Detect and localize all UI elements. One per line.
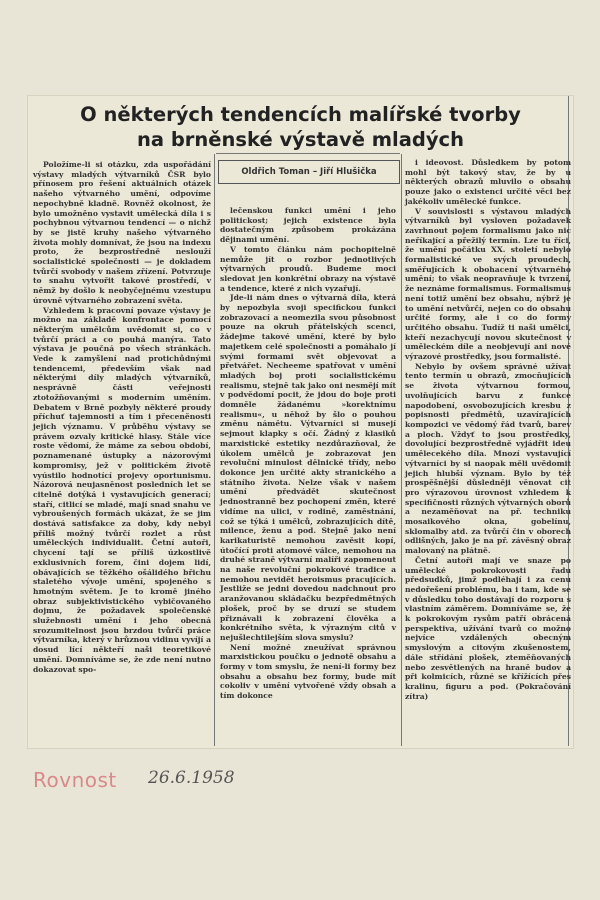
text-column-1: [33, 160, 211, 674]
column-divider-2: [401, 154, 402, 746]
paragraph: Jde-li nám dnes o výtvarná díla, která by nepozbyla svoji specifickou funkci zobrazovací a neomezila svou působnost pouze na okruh přátelských scenci, žádejme takové umění, které by bylo majetkem celé společnosti a pomáhalo jí svými formami svět objevovat a přetvářet. Necheeme spatřovat v umění mladých boj proti socialistickému realismu, stejně tak jako oni nesmějí mít v podvědomí pocit, že jdou do boje proti domněle žádanému »korektnímu realismu«, u něhož by šlo o pouhou změnu námětu. Výtvarníci si musejí sejmout klapky s očí. Žádný z klasiků marxistické estetiky nezdůrazňoval, že úkolem umělců je zobrazovat jen revoluční minulost dělnické třídy, nebo dokonce jen určité akty stranického a státního života. Nelze však v našem umění předvádět skutečnost jednostranně bez pochopení změn, které vidíme na ulici, v rodině, zaměstnání, což se týká i umělců, zobrazujících dítě, milence, ženu a pod. Stejně jako není karikaturistě nemohou zavěsit kopí, útočící proti atomové válce, nemohou na druhé straně výtvarní malíři zapomenout na naše revoluční pokrokové tradice a nemohou nevidět heroismus pracujících. Jestliže se jedni dovedou nadchnout pro aranžovanou skládačku bezpředmětných plošek, proč by se druzí se studem přiznávali k zobrazení člověka a konkrétního světa, k výrazným citů v nejušlechtilejším slova smyslu?: [220, 293, 396, 642]
paragraph: Četní autoři mají ve snaze po umělecké pokrokovosti řadu předsudků, jimž podléhají i za cenu nedořešení problému, ba i tam, kde se v důsledku toho dostávají do rozporu s vlastním záměrem. Domníváme se, že k pokrokovým rysům patří obrácená perspektiva, užívání tvarů co možno nejvíce vzdálených obecným smyslovým a citovým zkušenostem, dále střídání plošek, zteměňovaných nebo zesvětlených na hraně budov a při kolmicích, různé se křížících přes kralinu, figuru a pod. (Pokračování zítra): [405, 555, 571, 701]
article-headline: [28, 102, 573, 152]
paragraph: Nebylo by ovšem správné užívat tento termín u obrazů, zmocňujících se života výtvarnou formou, uvolňujících barvu z funkce napodobení, osvobozujících kresbu z popisnosti předmětů, uzavírajících kompozici ve vědomý řád tvarů, barev a ploch. Vždyť to jsou prostředky, dovolující bezprostředně vyjádřit ideu umělecekého díla. Mnozí vystavující výtvarníci by si naopak měli uvědomit jejich hlubší význam. Bylo by též prospěšnější důsledněji věnovat cit pro výrazovou úrovnost vzhledem k specifičnosti různých výtvarných oborů a nezaměňovat na př. techniku mosaikového okna, gobelínu, sklomalby atd. za tvůrčí čin v oborech odlišných, jako je na př. závěsný obraz malovaný na plátně.: [405, 361, 571, 556]
newspaper-clipping: [28, 96, 573, 748]
paragraph: Není možné zneužívat správnou marxistickou poučku o jednotě obsahu a formy v tom smyslu, že není-li formy bez obsahu a obsahu bez formy, bude mít cokoliv v umění vytvořené vždy obsah a tím dokonce: [220, 642, 396, 701]
paragraph: V souvislosti s výstavou mladých výtvarníků byl vysloven požadavek zavrhnout pojem formalismu jako nic neříkající a přežilý termín. Lze tu říci, že umění počátku XX. století nebylo formalistické ve svých proudech, směřujících k obohacení výtvarného umění; to však neopravňuje k tvrzení, že neznáme formalismus. Formalismus není totiž umění bez obsahu, nýbrž je to umění netvůrčí, nejen co do obsahu určité formy, ale i co do formy určitého obsahu. Tudíž ti naši umělci, kteří nezachycují novou skutečnost v uměleckém díle a neobjevují ani nové výrazové prostředky, jsou formalisté.: [405, 206, 571, 362]
headline-line-2: na brněnské výstavě mladých: [137, 128, 464, 151]
text-column-3: [405, 158, 571, 701]
header-rule: [216, 153, 400, 154]
column-divider-1: [214, 154, 215, 746]
paragraph: Položíme-li si otázku, zda uspořádání výstavy mladých výtvarníků ČSR bylo přínosem pro řešení aktuálních otázek našeho výtvarného umění, odpovíme nepochybně kladně. Rovněž okolnost, že bylo umožněno vystavit umělecká díla i s pochybnou výtvarnou tendencí — o nichž by se jistě kruhy našeho výtvarného života mohly domnívat, že jsou na indexu proto, že bezprostředně neslouží socialistické společnosti — je dokladem tvůrčí svobody v našem zřízení. Potvrzuje to snahu vytvořit takové prostředí, v němž by došlo k neobyčejnému vzestupu úrovně výtvarného zobrazení světa.: [33, 160, 211, 305]
paragraph: Vzhledem k pracovní povaze výstavy je možno na základě konfrontace pomocí některým umělcům uvědomit si, co v tvůrčí práci a co pouhá manýra. Tato výstava je poučná po všech stránkách. Vede k zamyšlení nad protichůdnými tendencemi, především však nad některými díly mladých výtvarníků, nesprávně části veřejnosti ztotožňovanými s moderním uměním. Debatem v Brně pozbyly některé proudy příchuť tajemnosti a tím i přeceněnosti jejich významu. V průběhu výstavy se právem ozvaly kritické hlasy. Stále více roste vědomí, že máme za sebou období, poznamenané ústupky a názorovými kompromisy, jež v politickém životě vyústilo hodnotící projevy oportunismu. Názorová neujasněnost posledních let se citelně dotýká i vystavujících generací; staří, citlicí se mladé, mají snad snahu ve vybroušených formách ukázat, že se jim dostává satisfakce za doby, kdy nebyl příliš možný tvůrčí rozlet a růst uměleckých individualit. Četní autoři, chycení tají se příliš úzkostlivě exklusivních forem, čini dojem lidí, obávajících se těžkého ošálidého břichu staletého vývoje umění, spojeného s hmotným světem. Je to kromě jiného obraz subjektivistického vybičovaného dojmu, že požadavek společenské služebnosti umění i jeho obecná srozumitelnost jsou brzdou tvůrčí práce výtvarníka, který v hrůznou vidinu vyvíjí a dosud lící někteří naši teoretikové umění. Domníváme se, že zde není nutno dokazovat spo-: [33, 305, 211, 674]
newspaper-source-stamp: Rovnost: [33, 768, 117, 792]
headline-line-1: O některých tendencích malířské tvorby: [80, 103, 521, 126]
paragraph: i ideovost. Důsledkem by potom mohl být takový stav, že by u některých obrazů mluvilo o obsahu pouze jako o existenci určité věci bez jakékoliv umělecké funkce.: [405, 158, 571, 206]
paragraph: V tomto článku nám pochopitelně nemůže jít o rozbor jednotlivých výtvarných proudů. Budeme moci sledovat jen konkrétní obrazy na výstavě a tendence, které z nich vyzařují.: [220, 244, 396, 293]
handwritten-date: 26.6.1958: [148, 768, 235, 788]
paragraph: lečenskou funkci umění i jeho politickost; jejich existence byla dostatečným způsobem prokázána dějinami umění.: [220, 206, 396, 245]
article-authors: Oldřich Toman – Jiří Hlušička: [218, 160, 400, 184]
text-column-2: [220, 206, 396, 701]
